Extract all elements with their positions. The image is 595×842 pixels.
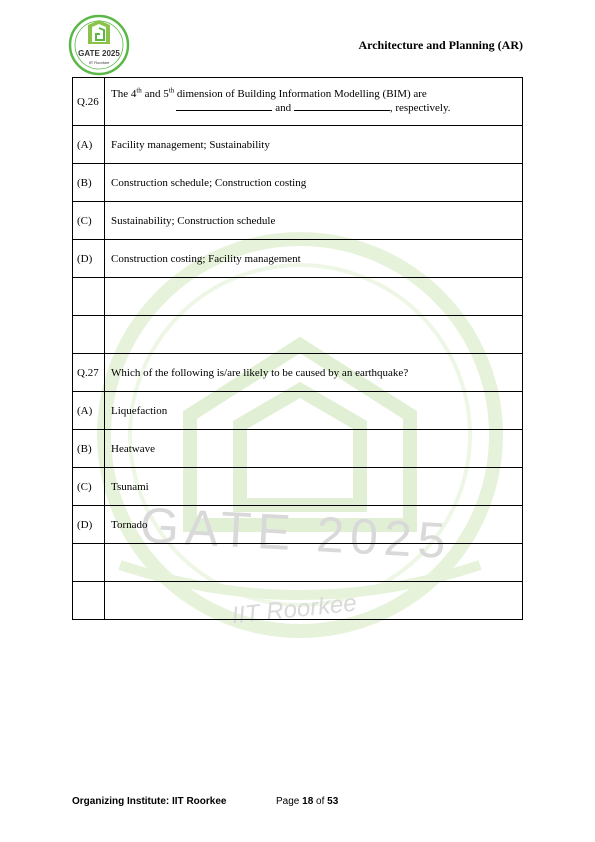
watermark-text: GATE 2025 (138, 496, 453, 570)
option-row (73, 240, 523, 278)
option-text: Liquefaction (105, 392, 523, 430)
empty-row (73, 582, 523, 620)
option-text: Facility management; Sustainability (105, 126, 523, 164)
option-text: Tsunami (105, 468, 523, 506)
question-table (72, 77, 523, 620)
option-text: Tornado (105, 506, 523, 544)
option-row (73, 468, 523, 506)
paper-title: Architecture and Planning (AR) (358, 38, 523, 52)
option-row (73, 506, 523, 544)
logo-text: GATE 2025 (78, 49, 120, 58)
answer-blank (294, 101, 390, 111)
option-text: Sustainability; Construction schedule (105, 202, 523, 240)
option-row (73, 392, 523, 430)
question-text: Which of the following is/are likely to be caused by an earthquake? (105, 354, 523, 392)
gate-logo (68, 14, 130, 76)
question-number: Q.26 (73, 78, 105, 126)
empty-row (73, 278, 523, 316)
logo-subtext: IIT Roorkee (88, 60, 110, 65)
question-number: Q.27 (73, 354, 105, 392)
option-row (73, 126, 523, 164)
empty-row (73, 316, 523, 354)
question-row (73, 78, 523, 126)
option-label: (A) (73, 392, 105, 430)
option-label: (B) (73, 164, 105, 202)
option-label: (D) (73, 506, 105, 544)
option-label: (A) (73, 126, 105, 164)
option-row (73, 164, 523, 202)
option-text: Heatwave (105, 430, 523, 468)
watermark-subtext: IIT Roorkee (230, 589, 358, 630)
question-row (73, 354, 523, 392)
option-text: Construction schedule; Construction costing (105, 164, 523, 202)
option-label: (C) (73, 202, 105, 240)
footer-organizer: Organizing Institute: IIT Roorkee (72, 796, 227, 807)
answer-blank (176, 101, 272, 111)
option-label: (C) (73, 468, 105, 506)
option-label: (B) (73, 430, 105, 468)
question-text: The 4th and 5th dimension of Building Information Modelling (BIM) are and , respectively. (105, 78, 523, 126)
footer-page-number: Page 18 of 53 (276, 796, 339, 807)
option-row (73, 202, 523, 240)
option-row (73, 430, 523, 468)
option-label: (D) (73, 240, 105, 278)
option-text: Construction costing; Facility management (105, 240, 523, 278)
empty-row (73, 544, 523, 582)
